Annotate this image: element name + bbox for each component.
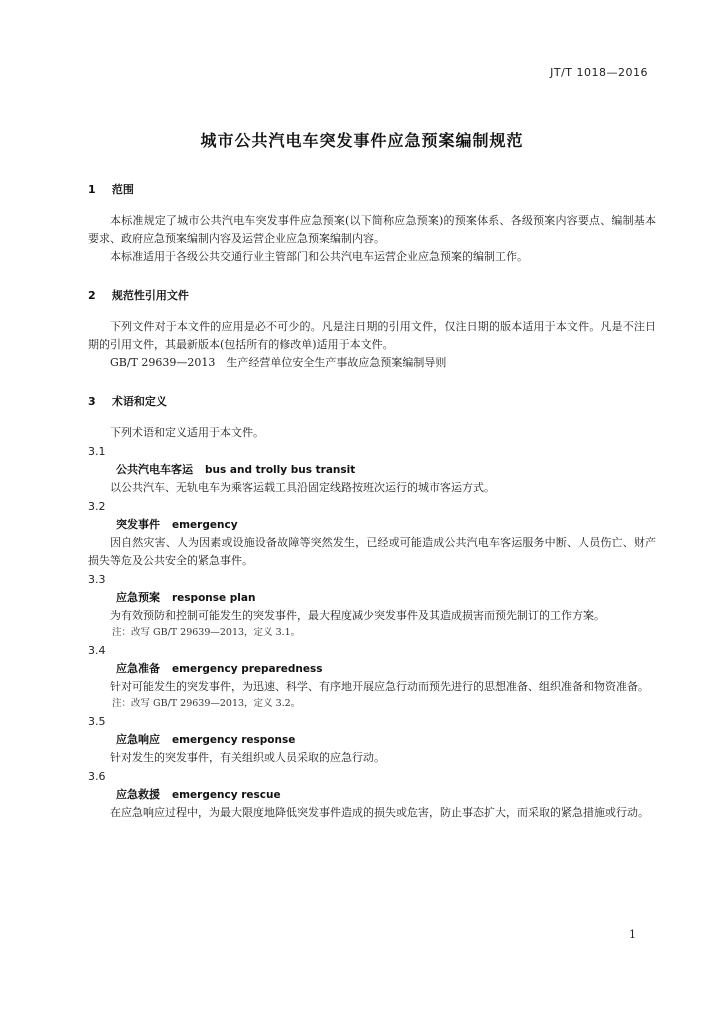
document-body [88,182,656,822]
section-title: 术语和定义 [111,395,167,408]
term-name [88,660,656,678]
section-number: 1 [88,183,96,196]
standard-number: JT/T 1018—2016 [550,66,648,79]
term-number: 3.2 [88,500,106,513]
term-definition: 为有效预防和控制可能发生的突发事件，最大程度减少突发事件及其造成损害而预先制订的工作方案。 [110,609,605,622]
term-name-zh: 应急准备 [116,662,160,675]
paragraph: 本标准适用于各级公共交通行业主管部门和公共汽电车运营企业应急预案的编制工作。 [110,250,528,263]
term-name-zh: 突发事件 [116,518,160,531]
term-name [88,516,656,534]
document-title: 城市公共汽电车突发事件应急预案编制规范 [200,131,524,150]
paragraph: 下列文件对于本文件的应用是必不可少的。凡是注日期的引用文件，仅注日期的版本适用于本文件。凡是不注日期的引用文件，其最新版本(包括所有的修改单)适用于本文件。 [88,320,656,351]
term-number: 3.5 [88,715,106,728]
term-name [88,786,656,804]
term-number: 3.4 [88,644,106,657]
section-title: 范围 [111,183,134,196]
term-note: 注：改写 GB/T 29639—2013，定义 3.2。 [112,698,301,709]
term-name-en: bus and trolly bus transit [205,464,356,476]
term-number: 3.3 [88,573,106,586]
term-definition: 在应急响应过程中，为最大限度地降低突发事件造成的损失或危害，防止事态扩大，而采取的紧急措施或行动。 [110,806,649,819]
term-name-zh: 公共汽电车客运 [116,463,193,476]
section-2-heading [88,288,656,304]
term-name-en: response plan [172,592,256,604]
section-1-heading [88,182,656,198]
term-name-en: emergency response [172,734,296,746]
term-definition: 针对发生的突发事件，有关组织或人员采取的应急行动。 [110,751,385,764]
term-name [88,589,656,607]
section-title: 规范性引用文件 [111,289,189,302]
term-note: 注：改写 GB/T 29639—2013，定义 3.1。 [112,627,301,638]
term-name-en: emergency [172,519,238,531]
term-name [88,461,656,479]
term-definition: 以公共汽车、无轨电车为乘客运载工具沿固定线路按班次运行的城市客运方式。 [110,481,495,494]
section-3-heading [88,394,656,410]
term-name [88,731,656,749]
term-name-zh: 应急救援 [116,788,160,801]
normative-reference: GB/T 29639—2013 生产经营单位安全生产事故应急预案编制导则 [110,356,447,369]
term-name-zh: 应急响应 [116,733,160,746]
section-intro: 下列术语和定义适用于本文件。 [110,426,264,439]
term-name-zh: 应急预案 [116,591,160,604]
section-number: 2 [88,289,96,302]
term-number: 3.6 [88,770,106,783]
term-name-en: emergency preparedness [172,663,323,675]
paragraph: 本标准规定了城市公共汽电车突发事件应急预案(以下简称应急预案)的预案体系、各级预案内容要点、编制基本要求、政府应急预案编制内容及运营企业应急预案编制内容。 [88,214,656,245]
term-number: 3.1 [88,445,106,458]
page-number: 1 [629,928,636,941]
term-name-en: emergency rescue [172,789,281,801]
section-number: 3 [88,395,96,408]
term-definition: 针对可能发生的突发事件，为迅速、科学、有序地开展应急行动而预先进行的思想准备、组织准备和物资准备。 [110,680,649,693]
term-definition: 因自然灾害、人为因素或设施设备故障等突然发生，已经或可能造成公共汽电车客运服务中断、人员伤亡、财产损失等危及公共安全的紧急事件。 [88,536,656,567]
